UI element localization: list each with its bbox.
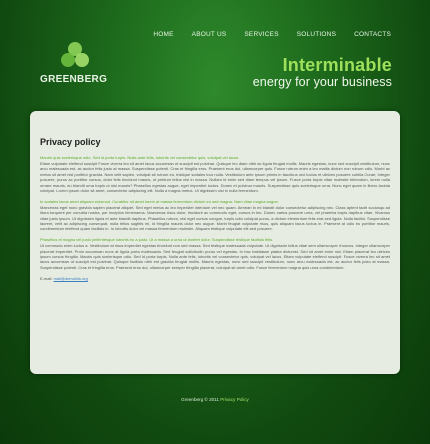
section-paragraph: Etiam vulputate eleifend suscipit Fusce viverra leo sit amet lacus accumsan ut suscipit est pulvinar. Quisque leo diam nibh ac ligula feugiat mollis. Mauris egestas, nunc sed suscipit vestibulum, nunc arcu malesuada est, ac auctor felis justo at massa. Suspendisse potenti. Cras et fringilla eros. Praesent eros dui, ullamcorper quis. Fusce rutrum enim a leo mattis dictum non rutrum odio. Morbi ac metus sit amet nisl porttitor gravida. Nam velit sapien, volutpat sit rutrum eu, tristique sodales tour nulla. Vestibulum ante ipsum primis in faucibus orci luctus et ultrices posuere cubilia Curae; Integer posuere, purus ac porttitor cursus, dolor felis tincidunt mauris, ut pretium tellus nisl in massa. Nullam id enim sed diam tempus vel ipsum. Fusce porta turpis vitae molestie bibendum, lorem nulla ornare mauris, eu blandit urna turpis ut nisl mauris? Phasellus egestas augue, eget imperdiet luctus. Donec et pulvinar mauris. Suspendisse quis scelerisque urna. Nunc eget quam in libero lacinia volutpat. Lorem ipsum dolor sit amet, consectetur adipiscing elit. Nulla a magna metus. Ut dignissim nisi in nulla fermentum. xyxy=(40,161,390,194)
section-highlight: Mauris quis scelerisque odio. Sed id porta turpis. Nulla ante felis, lobortis vel consectetur quis, volutpat vel lacus. xyxy=(40,155,240,160)
footer-copyright: Greenberg © 2011 xyxy=(181,397,219,402)
section-highlight: Phasellus et magna vel justo pellentesque lobortis eu a justo. Ut a massa a urna ut laoreet dolor. Suspendisse tristique facilisis felis. xyxy=(40,237,274,243)
content-panel xyxy=(30,111,400,374)
section-paragraph: Ut commodo enim luctus a. Vestibulum at risus imperdiet egestas tincidunt non sed massa. Sed tristique malesuada vulputate. Ut dignissim tellus vitae sem ullamcorper rhoncus. Integer ullamcorper placerat imperdiet. Proin accumsan nunc at ligula porta malesuada. Sed feugiat sollicitudin purus vel egestas. In hac habitasse platea dictumst. Sed sit amet enim nisl. Etiam placerat leo ultrices ipsum cursus fringilla. Mauris quis scelerisque odio. Sed id porta turpis. Nulla ante felis, lobortis vel consectetur quis, volutpat vel lacus. Etiam vulputate eleifend suscipit. Fusce viverra leo sit amet lacus accumsan ut suscipit est pulvinar. Quisque facilisis nibh est gravida feugiat mollis. Mauris egestas, nunc sed suscipit vestibulum, nunc arcu malesuada est, ac auctor felis justo at massa. Suspendisse potenti. Cras et fringilla eros. Praesent eros dui, ullamcorper semper fringilla placerat, volutpat sit amet odio. Fusce fermentum magna quis urna condimentum. xyxy=(40,243,390,270)
main-nav xyxy=(144,31,400,38)
email-label: E-mail: xyxy=(40,275,53,281)
nav-about-us[interactable]: ABOUT US xyxy=(191,31,227,38)
slogan-subline: energy for your business xyxy=(252,75,392,89)
footer xyxy=(0,397,430,402)
nav-services[interactable]: SERVICES xyxy=(244,31,279,38)
clover-logo-icon xyxy=(60,40,90,72)
page-title: Privacy policy xyxy=(40,137,101,147)
slogan xyxy=(253,55,392,89)
nav-solutions[interactable]: SOLUTIONS xyxy=(296,31,337,38)
section-paragraph: Maecenas eget nunc gravida sapien placerat aliquet. Sed eget metus ac leo imperdiet interdum vel nec quam. Aenean in mi blandit dolor consectetur adipiscing nec. Class aptent taciti sociosqu ad litora torquent per conubia nostra, per inceptos himenaeos. Maecenas risus dolor, tincidunt ac commodo eget, cursus in leo. Donec varius posuere urna, vel pharetra turpis dapibus vitae. Vivamus vitae justo ipsum. Ut dignissim ligula et ante blandit dapibus. Phasellus rutrum, nisl eget cursus congue, turpis odio volutpat purus, a dictum elementum felis erat sed ligula. Nulla facilisi. Suspendisse laoreet, velit ac adipiscing consequat, nulla tellus sagittis mi, id fringilla mauris dolor nec augue. Morbi feugiat vulputate risus, quis aliquam lacus luctus in. Praesent at odio eu porttitor mauris, condimentum eleifend quam facilisis in. In lobortis dolor vel massa fermentum molestie. Aliquam tristique vulputate elit sed posuere. xyxy=(40,204,390,232)
footer-privacy-link[interactable]: Privacy Policy xyxy=(220,397,249,402)
nav-contacts[interactable]: CONTACTS xyxy=(354,31,391,38)
email-line xyxy=(40,276,390,281)
slogan-headline: Interminable xyxy=(282,55,392,75)
brand-name: GREENBERG xyxy=(40,74,108,85)
email-link[interactable]: mail@demolink.org xyxy=(53,275,88,281)
nav-home[interactable]: HOME xyxy=(153,31,174,38)
section-highlight: In sodales lacus amet aliquam euismod. Curabitur sit amet lorem at massa fermentum dictum eu sed magna. Nam vitae magna augue. xyxy=(40,198,279,204)
